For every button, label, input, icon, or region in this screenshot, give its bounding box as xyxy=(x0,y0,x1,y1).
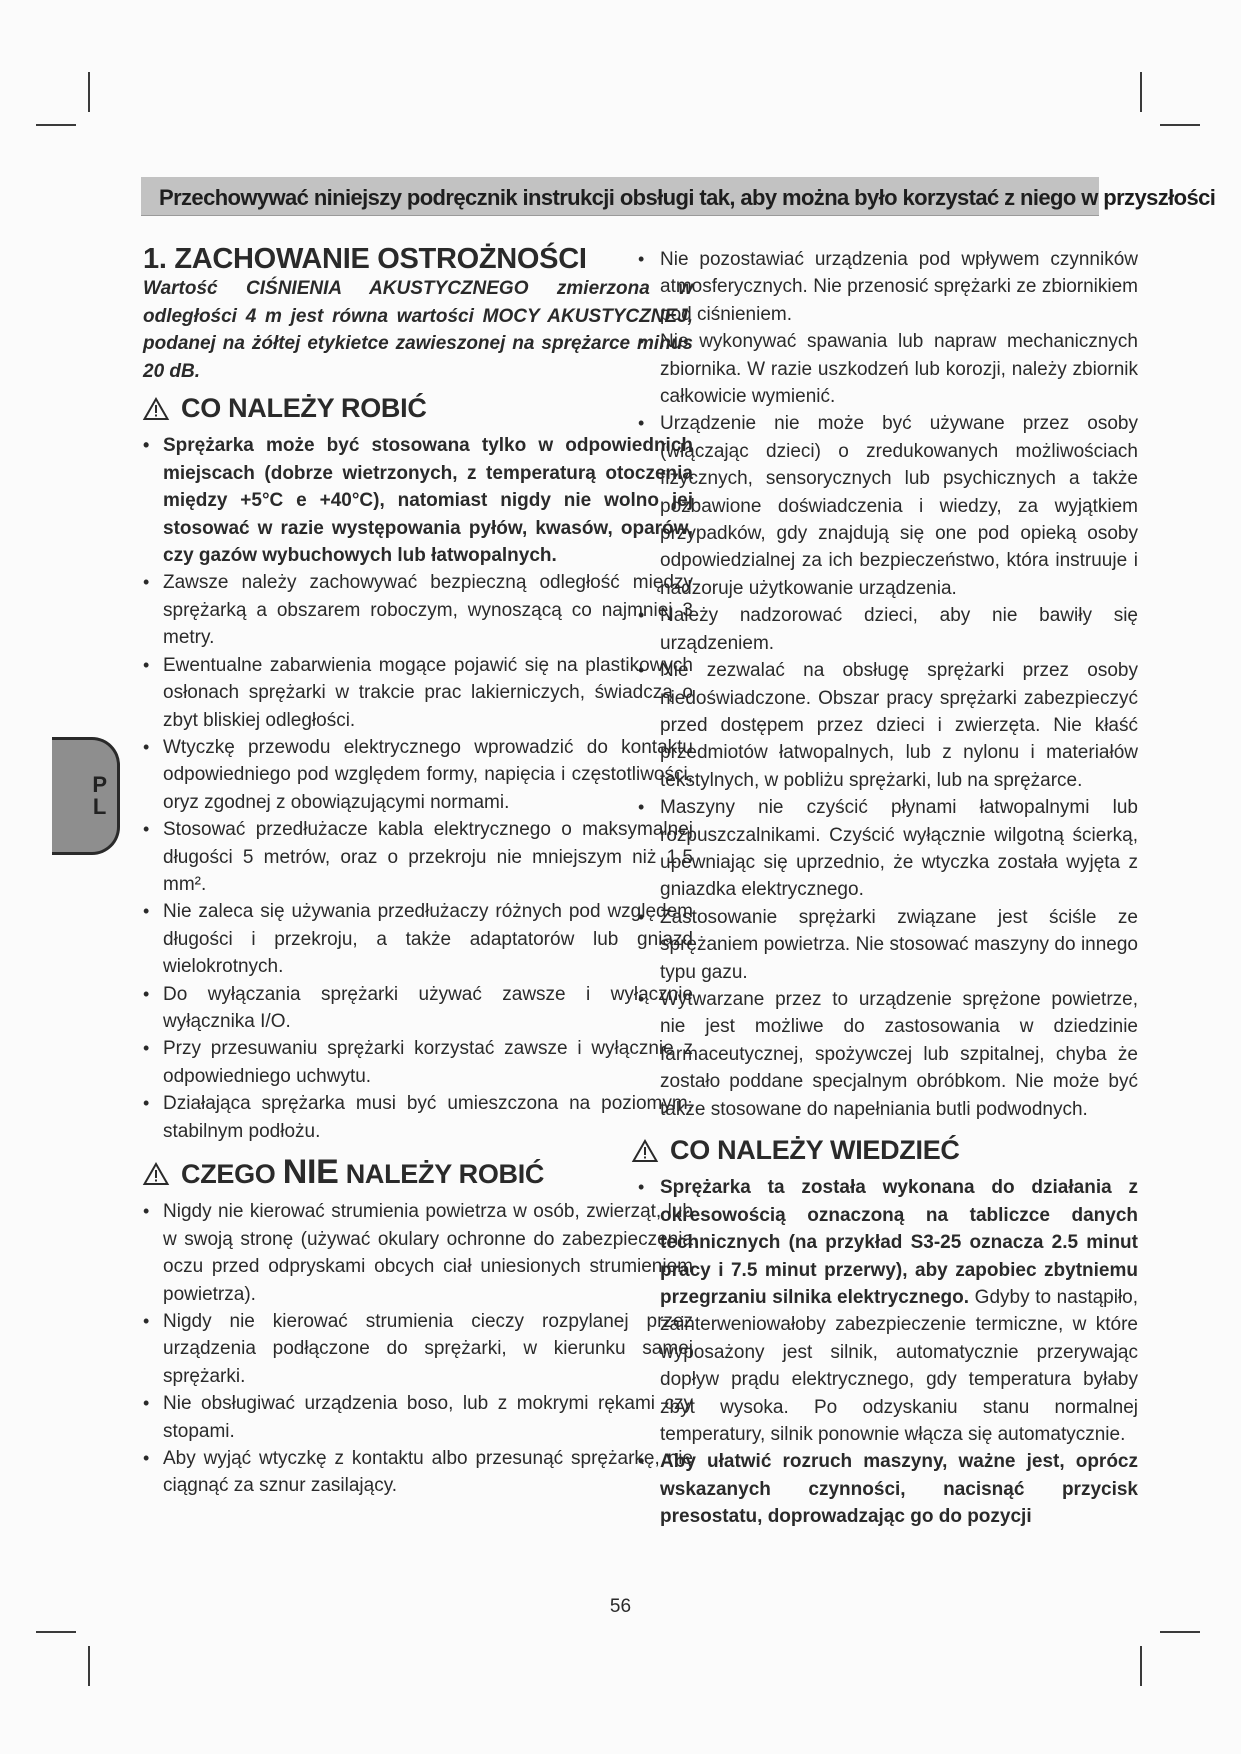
list-item: • Nie zaleca się używania przedłużaczy różnych pod względem długości i przekroju, a także adaptatorów lub gniazd wielokrotnych. xyxy=(143,898,693,980)
section-title: 1. ZACHOWANIE OSTROŻNOŚCI xyxy=(143,243,587,275)
left-column xyxy=(143,243,693,1500)
right-column xyxy=(638,246,1138,1531)
crop-mark xyxy=(1160,1631,1200,1633)
list-item: • Sprężarka może być stosowana tylko w odpowiednich miejscach (dobrze wietrzonych, z temperaturą otoczenia między +5°C e +40°C), natomiast nigdy nie wolno jej stosować w razie występowania pyłów, kwasów, oparów, czy gazów wybuchowych lub łatwopalnych. xyxy=(143,432,693,569)
language-tab-label: P L xyxy=(92,772,107,819)
list-item: • Nigdy nie kierować strumienia cieczy rozpylanej przez urządzenia podłączone do sprężarki, w kierunku samej sprężarki. xyxy=(143,1308,693,1390)
list-item-bold: Sprężarka ta została wykonana do działania z okresowością oznaczoną na tabliczce danych technicznych (na przykład S3-25 oznacza 2.5 minut pracy i 7.5 minut przerwy), aby zapobiec zbytniemu przegrzaniu silnika elektrycznego. xyxy=(660,1177,1138,1309)
crop-mark xyxy=(88,1646,90,1686)
crop-mark xyxy=(1160,124,1200,126)
list-item: • Zastosowanie sprężarki związane jest ściśle ze sprężaniem powietrza. Nie stosować maszyny do innego typu gazu. xyxy=(638,904,1138,986)
acoustic-note: Wartość CIŚNIENIA AKUSTYCZNEGO zmierzona w odległości 4 m jest równa wartości MOCY AKUSTYCZNEJ, podanej na żółtej etykietce zawieszonej na sprężarce minus 20 dB. xyxy=(143,278,693,382)
dont-heading xyxy=(143,1153,693,1191)
list-item xyxy=(638,1174,1138,1448)
list-item: • Aby wyjąć wtyczkę z kontaktu albo przesunąć sprężarkę, nie ciągnąć za sznur zasilający. xyxy=(143,1445,693,1500)
know-list xyxy=(638,1174,1138,1530)
list-item: • Nie wykonywać spawania lub napraw mechanicznych zbiornika. W razie uszkodzeń lub korozji, należy zbiornik całkowicie wymienić. xyxy=(638,328,1138,410)
list-item: • Aby ułatwić rozruch maszyny, ważne jest, oprócz wskazanych czynności, nacisnąć przycisk presostatu, doprowadzając go do pozycji xyxy=(638,1448,1138,1530)
crop-mark xyxy=(1140,1646,1142,1686)
list-item: • Wtyczkę przewodu elektrycznego wprowadzić do kontaktu odpowiedniego pod względem formy, napięcia i częstotliwości, oryz zgodnej z obowiązującymi normami. xyxy=(143,734,693,816)
dont-heading-text: CZEGO NIE NALEŻY ROBIĆ xyxy=(181,1153,545,1191)
crop-mark xyxy=(36,1631,76,1633)
list-item: • Maszyny nie czyścić płynami łatwopalnymi lub rozpuszczalnikami. Czyścić wyłącznie wilgotną ścierką, upewniając się uprzednio, że wtyczka została wyjęta z gniazdka elektrycznego. xyxy=(638,794,1138,904)
crop-mark xyxy=(88,72,90,112)
list-item-text: Gdyby to nastąpiło, zainterweniowałoby zabezpieczenie termiczne, w które wyposażony jest silnik, automatycznie przerywając dopływ prądu elektrycznego, gdy temperatura byłaby zbyt wysoka. Po odzyskaniu stanu normalnej temperatury, silnik ponownie włącza się automatycznie. xyxy=(660,1287,1139,1446)
list-item: • Zawsze należy zachowywać bezpieczną odległość między sprężarką a obszarem roboczym, wynoszącą co najmniej 3 metry. xyxy=(143,569,693,651)
warning-icon xyxy=(632,1139,658,1163)
dont-list-continued xyxy=(638,246,1138,1123)
list-item: • Urządzenie nie może być używane przez osoby (włączając dzieci) o zredukowanych możliwościach fizycznych, sensorycznych lub psychicznych a także pozbawione doświadczenia i wiedzy, za wyjątkiem przypadków, gdy znajdują się one pod opieką osoby odpowiedzialnej za ich bezpieczeństwo, która instruuje i nadzoruje użytkowanie urządzenia. xyxy=(638,410,1138,602)
list-item: • Nie obsługiwać urządzenia boso, lub z mokrymi rękami czy stopami. xyxy=(143,1390,693,1445)
page-number: 56 xyxy=(609,1596,632,1617)
list-item: • Nie zezwalać na obsługę sprężarki przez osoby niedoświadczone. Obszar pracy sprężarki zabezpieczyć przed dostępem przez dzieci i zwierzęta. Nie kłaść przedmiotów łatwopalnych, lub z nylonu i materiałów tekstylnych, w pobliżu sprężarki, lub na sprężarce. xyxy=(638,657,1138,794)
language-tab xyxy=(52,737,120,855)
list-item: • Ewentualne zabarwienia mogące pojawić się na plastikowych osłonach sprężarki w trakcie prac lakierniczych, świadczą o zbyt bliskiej odległości. xyxy=(143,652,693,734)
dont-list xyxy=(143,1198,693,1499)
list-item: • Stosować przedłużacze kabla elektrycznego o maksymalnej długości 5 metrów, oraz o przekroju nie mniejszym niż 1.5 mm². xyxy=(143,816,693,898)
do-list xyxy=(143,432,693,1145)
header-banner xyxy=(141,177,1216,216)
list-item: • Należy nadzorować dzieci, aby nie bawiły się urządzeniem. xyxy=(638,602,1138,657)
list-item: • Nigdy nie kierować strumienia powietrza w osób, zwierząt, lub w swoją stronę (używać okulary ochronne do zabezpieczenia oczu przed odpryskami obcych ciał uniesionych strumieniem powietrza). xyxy=(143,1198,693,1308)
do-heading-text: CO NALEŻY ROBIĆ xyxy=(181,393,427,424)
warning-icon xyxy=(143,397,169,421)
crop-mark xyxy=(1140,72,1142,112)
warning-icon xyxy=(143,1162,169,1186)
banner-text: Przechowywać niniejszy podręcznik instrukcji obsługi tak, aby można było korzystać z niego w przyszłości xyxy=(159,185,1216,210)
crop-mark xyxy=(36,124,76,126)
know-heading-text: CO NALEŻY WIEDZIEĆ xyxy=(670,1135,960,1165)
list-item: • Przy przesuwaniu sprężarki korzystać zawsze i wyłącznie z odpowiedniego uchwytu. xyxy=(143,1035,693,1090)
list-item: • Działająca sprężarka musi być umieszczona na poziomym, stabilnym podłożu. xyxy=(143,1090,693,1145)
list-item: • Wytwarzane przez to urządzenie sprężone powietrze, nie jest możliwe do zastosowania w dziedzinie farmaceutycznej, spożywczej lub szpitalnej, chyba że zostało poddane specjalnym obróbkom. Nie może być także stosowane do napełniania butli podwodnych. xyxy=(638,986,1138,1123)
list-item: • Do wyłączania sprężarki używać zawsze i wyłącznie wyłącznika I/O. xyxy=(143,981,693,1036)
list-item: • Nie pozostawiać urządzenia pod wpływem czynników atmosferycznych. Nie przenosić sprężarki ze zbiornikiem pod ciśnieniem. xyxy=(638,246,1138,328)
do-heading xyxy=(143,395,693,422)
know-heading xyxy=(632,1137,1138,1164)
